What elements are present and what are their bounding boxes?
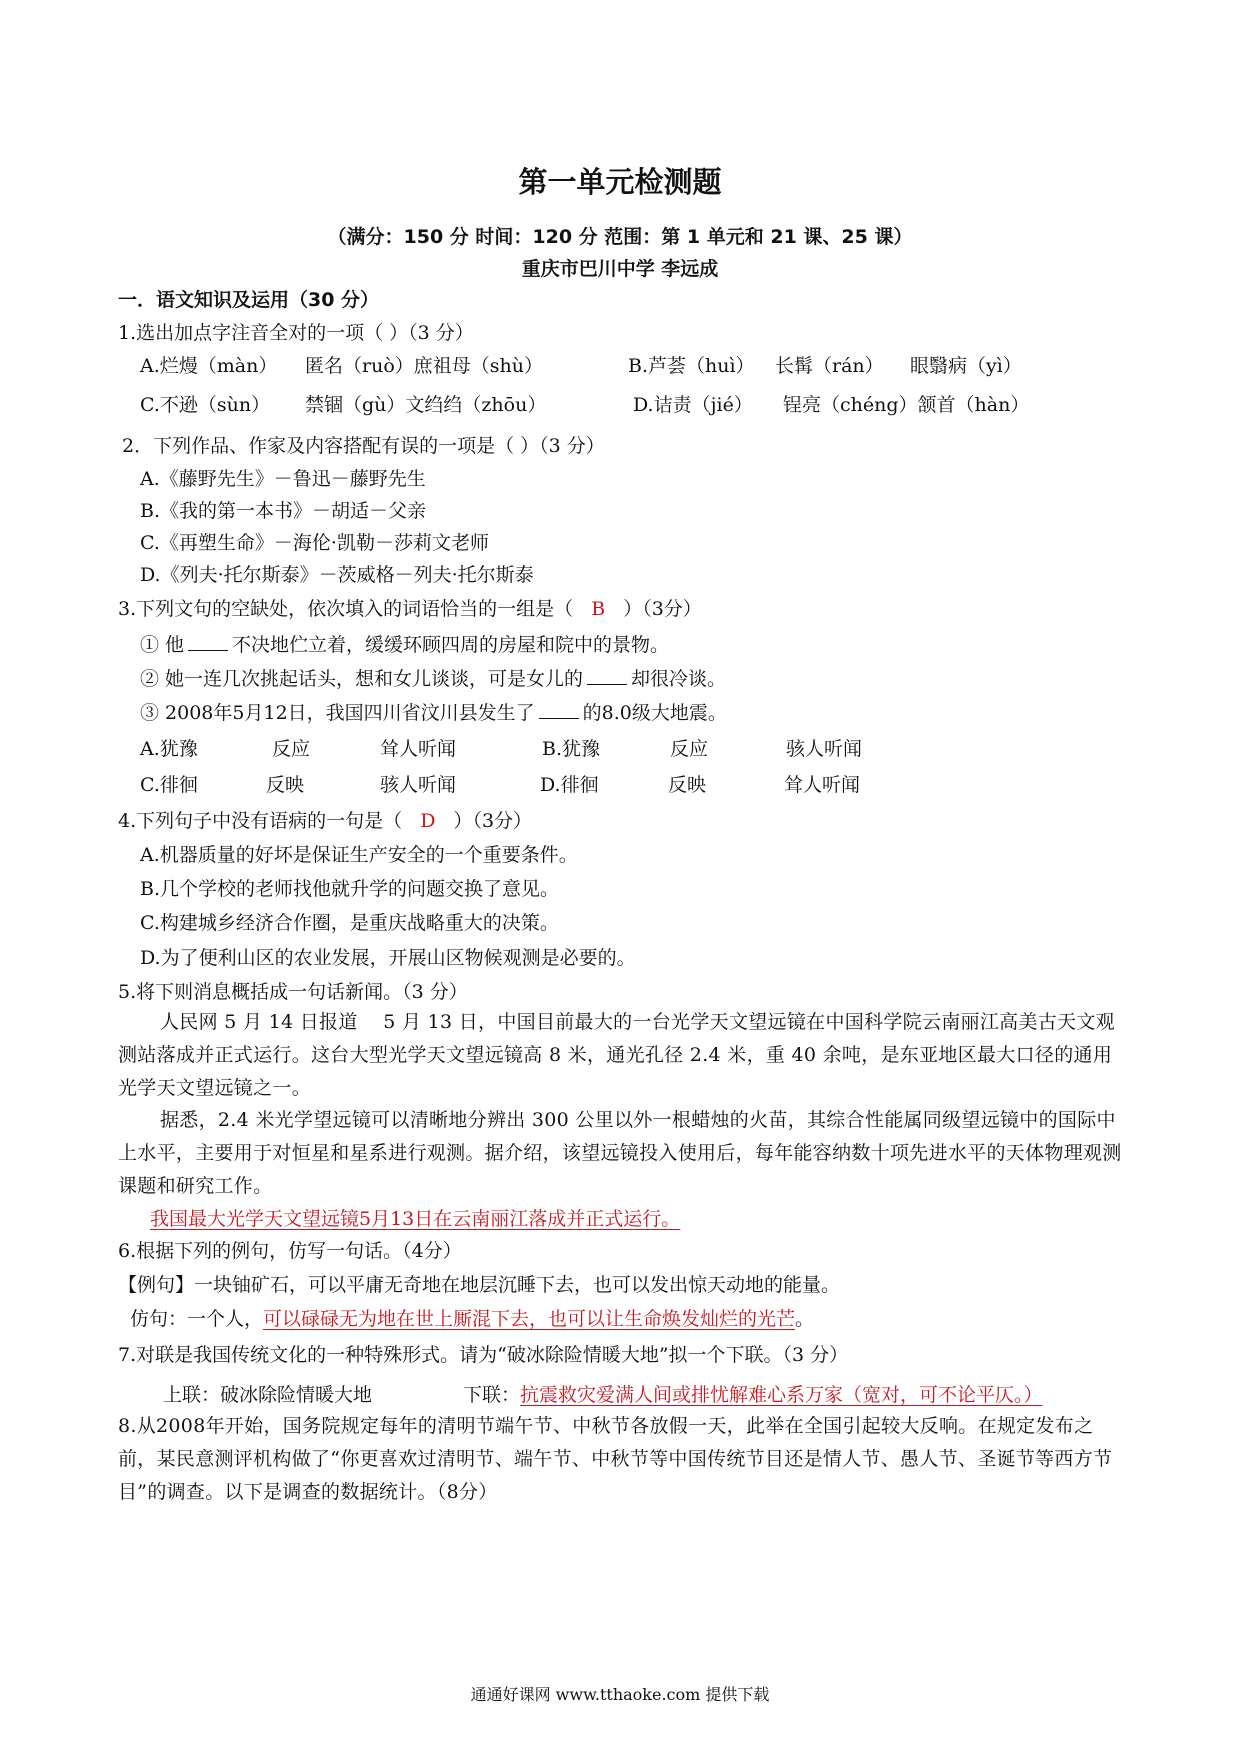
q3-stem-text: 3.下列文句的空缺处，依次填入的词语恰当的一组是（ [118,598,574,620]
q3-option-d-2: 反映 [668,774,707,796]
q4-option-b: B.几个学校的老师找他就升学的问题交换了意见。 [140,878,560,900]
q6-example: 【例句】一块铀矿石，可以平庸无奇地在地层沉睡下去，也可以发出惊天动地的能量。 [118,1274,841,1296]
q3-s2-start: ② 她一连几次挑起话头，想和女儿谈谈，可是女儿的 [140,668,584,690]
q3-option-c: C.徘徊 [140,774,198,796]
q3-sentence-1 [140,630,669,657]
q3-option-a-2: 反应 [272,738,311,760]
q3-option-d: D.徘徊 [540,774,599,796]
q4-stem [118,806,532,833]
q4-option-d: D.为了便利山区的农业发展，开展山区物候观测是必要的。 [140,947,636,969]
q3-answer: B [591,598,606,620]
q6-imitation-label: 仿句：一个人， [130,1308,264,1330]
q4-option-c: C.构建城乡经济合作圈，是重庆战略重大的决策。 [140,912,559,934]
page-title: 第一单元检测题 [518,165,722,199]
q2-option-b: B.《我的第一本书》－胡适－父亲 [140,500,427,522]
q1-option-b-3: 眼翳病（yì） [910,355,1022,377]
q2-stem: 2．下列作品、作家及内容搭配有误的一项是（ ）（3 分） [122,435,605,457]
q1-option-a: A.烂熳（màn） [140,355,278,377]
q7-stem: 7.对联是我国传统文化的一种特殊形式。请为“破冰除险情暖大地”拟一个下联。（3 分） [118,1344,849,1366]
q2-option-a: A.《藤野先生》－鲁迅－藤野先生 [140,468,426,490]
author-line: 重庆市巴川中学 李远成 [521,258,719,280]
q3-option-b: B.犹豫 [542,738,601,760]
q2-option-d: D.《列夫·托尔斯泰》－茨威格－列夫·托尔斯泰 [140,564,534,586]
q3-option-a: A.犹豫 [140,738,198,760]
q3-option-b-2: 反应 [670,738,709,760]
q1-option-c-rest: 禁锢（gù）文绉绉（zhōu） [305,394,547,416]
q7-lower-couplet [463,1380,1043,1407]
q1-option-b-2: 长髯（rán） [775,355,884,377]
q7-lower-label: 下联： [463,1384,521,1406]
q1-stem: 1.选出加点字注音全对的一项（ ）（3 分） [118,322,474,344]
q6-end: 。 [795,1308,815,1330]
q3-s1-end: 不决地伫立着，缓缓环顾四周的房屋和院中的景物。 [232,634,670,656]
q4-stem-end: ）（3分） [453,810,533,832]
q3-s1-start: ① 他 [140,634,185,656]
q3-blank-2 [587,683,627,685]
q1-option-b: B.芦荟（huì） [628,355,755,377]
exam-info: （满分：150 分 时间：120 分 范围：第 1 单元和 21 课、25 课） [327,226,913,248]
q8-text: 8.从2008年开始，国务院规定每年的清明节端午节、中秋节各放假一天，此举在全国引起较大反响。在规定发布之前，某民意测评机构做了“你更喜欢过清明节、端午节、中秋节等中国传统节目还是情人节、愚人节、圣诞节等西方节目”的调查。以下是调查的数据统计。（8分） [118,1415,1113,1503]
q6-stem: 6.根据下列的例句，仿写一句话。（4分） [118,1240,462,1262]
q6-answer: 可以碌碌无为地在世上厮混下去，也可以让生命焕发灿烂的光芒 [263,1308,796,1330]
q3-option-b-3: 骇人听闻 [786,738,863,760]
page-footer: 通通好课网 www.tthaoke.com 提供下载 [470,1685,770,1704]
q5-news-paragraph-1: 人民网 5 月 14 日报道 5 月 13 日，中国目前最大的一台光学天文望远镜在中国科学院云南丽江高美古天文观测站落成并正式运行。这台大型光学天文望远镜高 8 米，通光孔径 2.4 米，重 40 余吨，是东亚地区最大口径的通用光学天文望远镜之一。 [118,1011,1115,1099]
q3-blank-3 [539,717,579,719]
q5-news-paragraph-2: 据悉，2.4 米光学望远镜可以清晰地分辨出 300 公里以外一根蜡烛的火苗，其综合性能属同级望远镜中的国际中上水平，主要用于对恒星和星系进行观测。据介绍，该望远镜投入使用后，每年能容纳数十项先进水平的天体物理观测课题和研究工作。 [118,1109,1122,1197]
q1-option-c: C.不逊（sùn） [140,394,271,416]
q5-stem: 5.将下则消息概括成一句话新闻。（3 分） [118,981,468,1003]
q3-option-c-2: 反映 [266,774,305,796]
q2-option-c: C.《再塑生命》－海伦·凯勒－莎莉文老师 [140,532,489,554]
q1-option-d: D.诘责（jié） [633,394,753,416]
q4-answer: D [420,810,436,832]
q1-option-d-rest: 锃亮（chéng）颔首（hàn） [783,394,1030,416]
q4-stem-text: 4.下列句子中没有语病的一句是（ [118,810,403,832]
q4-option-a: A.机器质量的好坏是保证生产安全的一个重要条件。 [140,844,578,866]
q3-s3-start: ③ 2008年5月12日，我国四川省汶川县发生了 [140,702,535,724]
q3-option-a-3: 耸人听闻 [380,738,457,760]
q3-option-d-3: 耸人听闻 [784,774,861,796]
q3-s3-end: 的8.0级大地震。 [582,702,727,724]
q3-sentence-2 [140,664,726,691]
q6-imitation [130,1304,814,1331]
q1-option-a-rest: 匿名（ruò）庶祖母（shù） [305,355,543,377]
q3-stem [118,594,702,621]
q3-option-c-3: 骇人听闻 [380,774,457,796]
section-heading: 一．语文知识及运用（30 分） [118,289,380,311]
q3-s2-end: 却很冷谈。 [631,668,727,690]
q3-stem-end: ）（3分） [623,598,702,620]
q5-answer: 我国最大光学天文望远镜5月13日在云南丽江落成并正式运行。 [150,1208,681,1230]
q7-upper-couplet: 上联：破冰除险情暖大地 [163,1384,373,1406]
q3-sentence-3 [140,698,727,725]
q7-answer: 抗震救灾爱满人间或排忧解难心系万家（宽对，可不论平仄。） [520,1384,1043,1406]
q3-blank-1 [188,649,228,651]
